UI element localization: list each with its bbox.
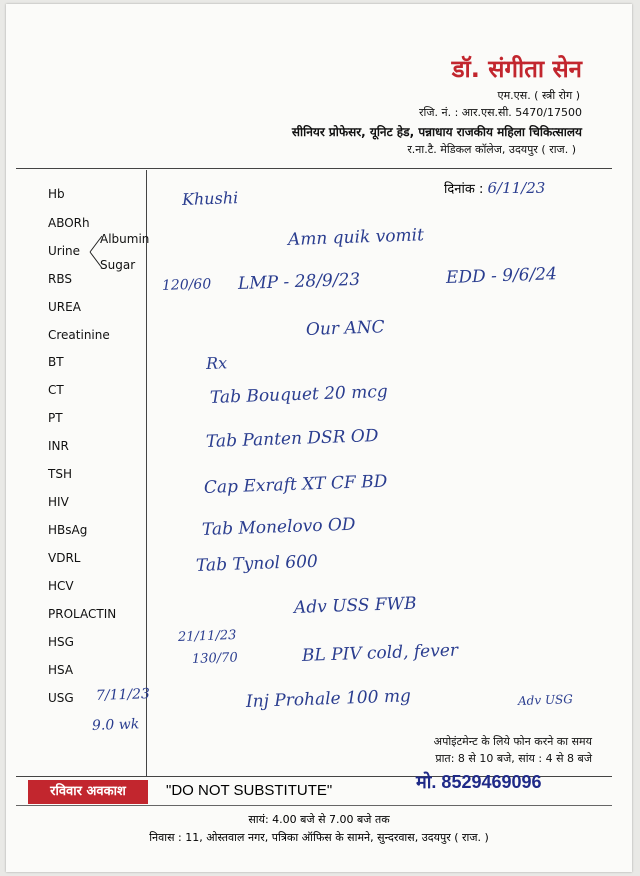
do-not-substitute: "DO NOT SUBSTITUTE" xyxy=(166,782,333,799)
medicine-5: Tab Tynol 600 xyxy=(195,551,319,576)
appointment-line-2: प्रात: 8 से 10 बजे, सांय : 4 से 8 बजे xyxy=(435,752,592,765)
medicine-3: Cap Exraft XT CF BD xyxy=(203,471,388,498)
test-tsh: TSH xyxy=(48,467,72,481)
test-urea: UREA xyxy=(48,300,81,314)
test-rbs: RBS xyxy=(48,272,72,286)
evening-hours: सायं: 4.00 बजे से 7.00 बजे तक xyxy=(248,813,390,826)
footer-rule xyxy=(16,805,612,806)
test-sugar: Sugar xyxy=(100,258,136,272)
medicine-1: Tab Bouquet 20 mcg xyxy=(209,381,389,408)
test-hcv: HCV xyxy=(48,579,74,593)
doctor-name: डॉ. संगीता सेन xyxy=(451,55,582,83)
edd: EDD - 9/6/24 xyxy=(445,264,558,288)
advice: Adv USS FWB xyxy=(293,593,417,618)
sunday-holiday-badge: रविवार अवकाश xyxy=(28,780,148,804)
prescription-sheet xyxy=(6,4,632,872)
qualification: एम.एस. ( स्त्री रोग ) xyxy=(497,89,580,102)
complaint: Amn quik vomit xyxy=(287,225,425,250)
followup-advice: Adv USG xyxy=(517,692,574,708)
rx-symbol: Rx xyxy=(205,353,228,373)
date-value: 6/11/23 xyxy=(487,179,546,197)
designation: सीनियर प्रोफेसर, यूनिट हेड, पन्नाधाय राजकीय महिला चिकित्सालय xyxy=(291,125,582,139)
followup-bp: 130/70 xyxy=(191,650,238,667)
test-creatinine: Creatinine xyxy=(48,328,110,342)
urine-bracket xyxy=(88,232,104,272)
anc-note: Our ANC xyxy=(305,317,385,340)
test-hsg: HSG xyxy=(48,635,74,649)
test-hsa: HSA xyxy=(48,663,74,677)
test-hiv: HIV xyxy=(48,495,69,509)
test-bt: BT xyxy=(48,355,64,369)
test-ct: CT xyxy=(48,383,64,397)
test-hbsag: HBsAg xyxy=(48,523,88,537)
institute: र.ना.टै. मेडिकल कॉलेज, उदयपुर ( राज. ) xyxy=(407,143,576,156)
margin-note: 9.0 wk xyxy=(91,716,140,734)
test-aborh: ABORh xyxy=(48,216,90,230)
test-usg: USG xyxy=(48,691,74,705)
lmp: LMP - 28/9/23 xyxy=(237,269,361,294)
header-divider xyxy=(16,168,612,169)
test-urine: Urine xyxy=(48,244,81,258)
medicine-2: Tab Panten DSR OD xyxy=(205,425,379,452)
followup-note: BL PIV cold, fever xyxy=(301,640,459,666)
test-column-divider xyxy=(146,170,147,776)
test-hb: Hb xyxy=(48,187,65,201)
patient-name: Khushi xyxy=(181,188,239,209)
followup-medicine: Inj Prohale 100 mg xyxy=(245,686,412,712)
mobile-number: मो. 8529469096 xyxy=(416,772,542,792)
bp-reading: 120/60 xyxy=(161,276,212,294)
followup-date: 21/11/23 xyxy=(177,627,237,645)
test-albumin: Albumin xyxy=(100,232,150,246)
margin-date: 7/11/23 xyxy=(95,686,151,704)
residence-address: निवास : 11, ओस्तवाल नगर, पत्रिका ऑफिस के सामने, सुन्दरवास, उदयपुर ( राज. ) xyxy=(149,831,489,844)
date-label: दिनांक : xyxy=(444,182,488,197)
test-vdrl: VDRL xyxy=(48,551,81,565)
registration-number: रजि. नं. : आर.एस.सी. 5470/17500 xyxy=(418,106,582,119)
test-inr: INR xyxy=(48,439,69,453)
test-pt: PT xyxy=(48,411,63,425)
date-field xyxy=(444,179,545,197)
appointment-line-1: अपोइंटमेन्ट के लिये फोन करने का समय xyxy=(433,735,592,748)
test-prolactin: PROLACTIN xyxy=(48,607,117,621)
medicine-4: Tab Monelovo OD xyxy=(201,514,356,540)
